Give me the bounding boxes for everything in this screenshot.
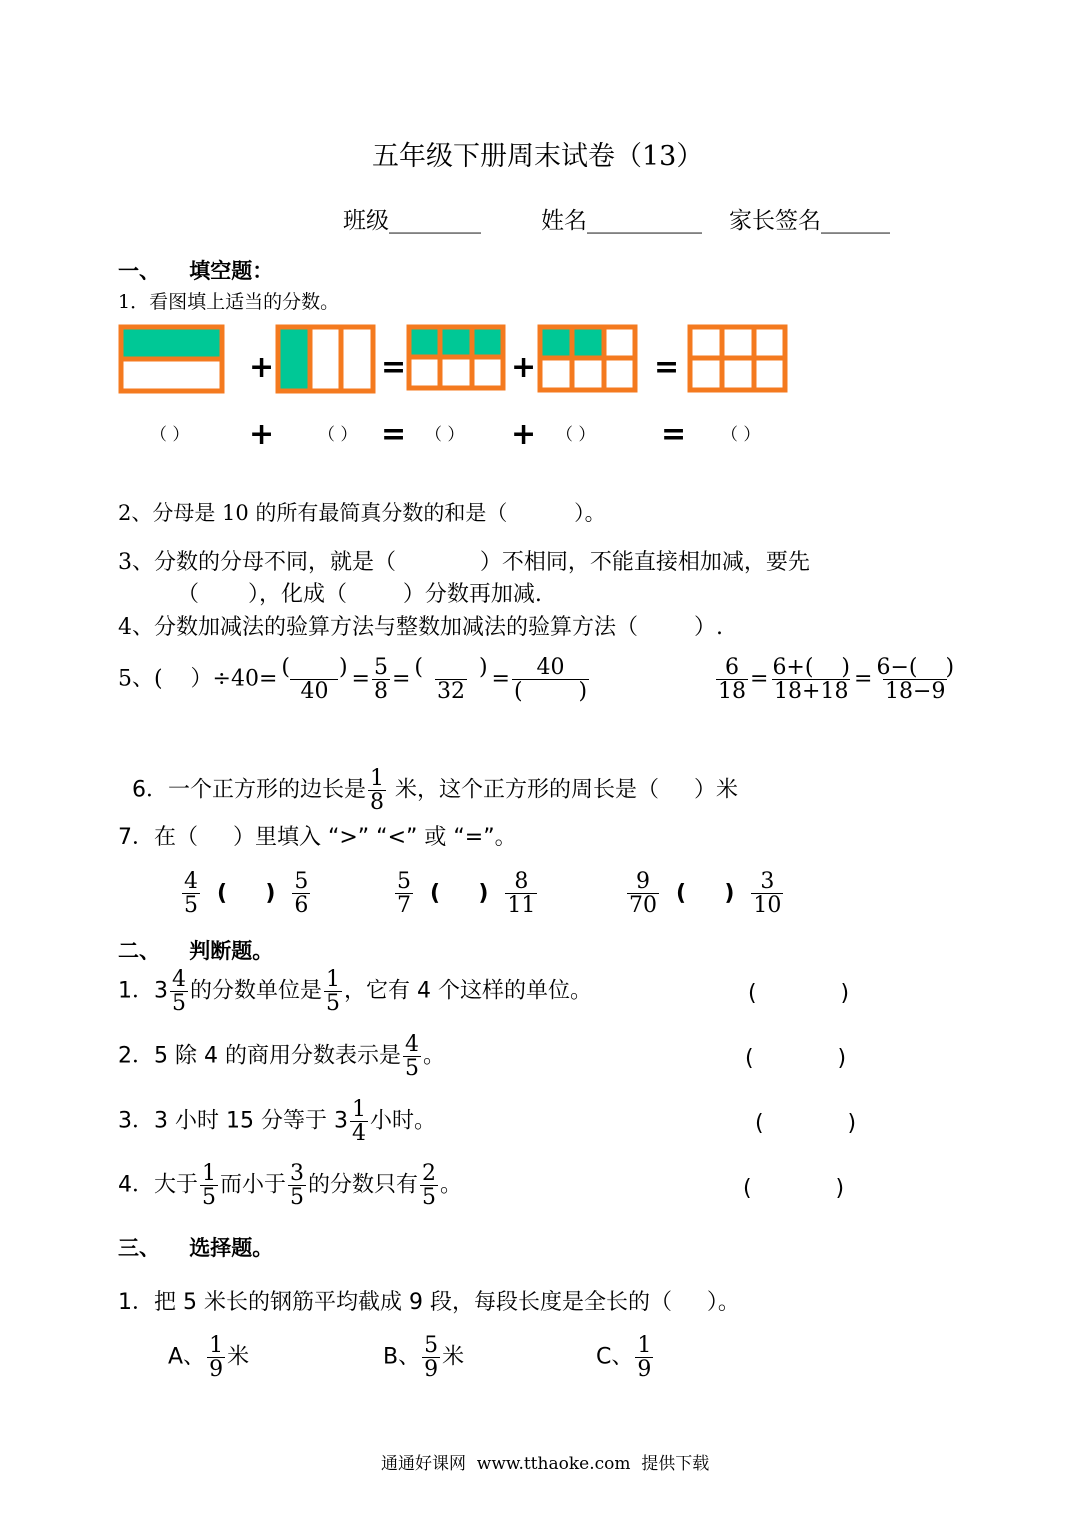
fraction: $\frac{1}{4}$ [351, 1097, 366, 1147]
answer-blank[interactable]: （ ） [318, 425, 358, 445]
question-1-1: 1．看图填上适当的分数。 [118, 291, 340, 313]
question-1-6: 6．一个正方形的边长是 $\frac{1}{8}$ 米，这个正方形的周长是（ ）米 [132, 766, 738, 816]
question-1-2: 2、分母是 10 的所有最简真分数的和是（ ）。 [118, 501, 606, 525]
fraction: $\frac{6-( )}{18-9}$ [876, 655, 955, 705]
question-1-4: 4、分数加减法的验算方法与整数加减法的验算方法（ ）. [118, 615, 723, 640]
fraction: $\frac{6+( )}{18+18}$ [772, 655, 851, 705]
answer-blank[interactable]: （ ） [150, 425, 190, 445]
fraction: $\frac{4}{5}$ [184, 869, 198, 919]
fraction: $\frac{5}{9}$ [424, 1333, 439, 1383]
judge-blank-1[interactable]: ( ) [748, 981, 850, 1006]
section-1-heading: 一、 填空题： [118, 258, 274, 283]
question-1-5: 5、( ）÷40= $\frac{( )}{40}$ = $\frac{5}{8}$ = $\frac{( )}{32}$ = $\frac{40}{( )}$ [118, 655, 588, 705]
option-b[interactable]: B、 $\frac{5}{9}$ 米 [383, 1333, 465, 1383]
judge-blank-4[interactable]: ( ) [743, 1176, 845, 1201]
judge-blank-2[interactable]: ( ) [745, 1046, 847, 1071]
fraction: $\frac{( )}{40}$ [281, 655, 348, 705]
compare-blank[interactable]: ( ) [430, 880, 489, 906]
diagram-box-1 [121, 327, 222, 391]
fraction: $\frac{1}{8}$ [370, 766, 384, 816]
compare-item-1 [180, 870, 312, 917]
answer-blank[interactable]: （ ） [425, 425, 465, 445]
equals-sign: = [381, 350, 407, 385]
fraction: $\frac{6}{18}$ [718, 655, 746, 705]
choice-question-1: 1．把 5 米长的钢筋平均截成 9 段，每段长度是全长的（ ）。 [118, 1290, 740, 1315]
judge-item-3: 3．3 小时 15 分等于 3 $\frac{1}{4}$ 小时。 [118, 1097, 436, 1147]
fraction: $\frac{4}{5}$ [404, 1032, 419, 1082]
question-1-3b: （ ），化成（ ）分数再加减. [177, 582, 542, 607]
name-field[interactable]: 姓名__________ [541, 208, 702, 234]
diagram-box-4 [540, 327, 635, 390]
plus-sign: + [249, 350, 275, 385]
fraction: $\frac{5}{7}$ [397, 869, 411, 919]
diagram-box-2 [278, 327, 373, 391]
equals-sign: = [381, 417, 407, 452]
compare-blank[interactable]: ( ) [217, 880, 276, 906]
fraction: $\frac{3}{5}$ [290, 1161, 305, 1211]
equals-sign: = [654, 350, 680, 385]
answer-blank[interactable]: （ ） [721, 425, 761, 445]
fraction: $\frac{1}{5}$ [326, 967, 341, 1017]
page-title: 五年级下册周末试卷（13） [372, 141, 704, 172]
option-c[interactable]: C、 $\frac{1}{9}$ [596, 1333, 652, 1383]
fraction: $\frac{1}{9}$ [209, 1333, 224, 1383]
fraction: $\frac{5}{6}$ [294, 869, 309, 919]
question-1-3a: 3、分数的分母不同，就是（ ）不相同，不能直接相加减，要先 [118, 550, 810, 575]
diagram-box-5 [690, 327, 785, 390]
fraction: $\frac{4}{5}$ [172, 967, 186, 1017]
fraction: $\frac{40}{( )}$ [513, 655, 588, 705]
class-field[interactable]: 班级________ [343, 208, 481, 234]
compare-blank[interactable]: ( ) [676, 880, 735, 906]
compare-item-3 [625, 870, 785, 917]
question-1-7: 7．在（ ）里填入 “>” “<” 或 “=”。 [118, 825, 517, 850]
q5-prefix: 5、( ）÷40= [118, 666, 278, 692]
answer-blank[interactable]: （ ） [556, 425, 596, 445]
parent-signature-field[interactable]: 家长签名______ [729, 208, 890, 234]
fraction-diagrams [0, 0, 1087, 460]
footer-text: 通通好课网 www.tthaoke.com 提供下载 [381, 1454, 710, 1474]
compare-item-2 [393, 870, 539, 917]
fraction: $\frac{8}{11}$ [507, 869, 536, 919]
equals-sign: = [661, 417, 687, 452]
fraction: $\frac{1}{9}$ [637, 1333, 652, 1383]
judge-item-2: 2．5 除 4 的商用分数表示是 $\frac{4}{5}$ 。 [118, 1032, 445, 1082]
diagram-box-3 [409, 327, 503, 388]
plus-sign: + [249, 417, 275, 452]
fraction: $\frac{2}{5}$ [422, 1161, 437, 1211]
section-3-heading: 三、 选择题。 [118, 1235, 274, 1260]
judge-item-1: 1．3 $\frac{4}{5}$ 的分数单位是 $\frac{1}{5}$ ，它有 4 个这样的单位。 [118, 967, 592, 1017]
section-2-heading: 二、 判断题。 [118, 938, 274, 963]
plus-sign: + [511, 350, 537, 385]
fraction: $\frac{1}{5}$ [202, 1161, 216, 1211]
option-a[interactable]: A、 $\frac{1}{9}$ 米 [168, 1333, 250, 1383]
judge-blank-3[interactable]: ( ) [755, 1111, 857, 1136]
fraction: $\frac{( )}{32}$ [414, 655, 488, 705]
fraction: $\frac{5}{8}$ [373, 655, 388, 705]
fraction: $\frac{9}{70}$ [629, 869, 657, 919]
fraction: $\frac{3}{10}$ [753, 869, 782, 919]
judge-item-4: 4．大于 $\frac{1}{5}$ 而小于 $\frac{3}{5}$ 的分数只有 $\frac{2}{5}$ 。 [118, 1161, 463, 1211]
question-1-5-right: $\frac{6}{18}$ = $\frac{6+( )}{18+18}$ = $\frac{6-( )}{18-9}$ [718, 655, 955, 705]
plus-sign: + [511, 417, 537, 452]
